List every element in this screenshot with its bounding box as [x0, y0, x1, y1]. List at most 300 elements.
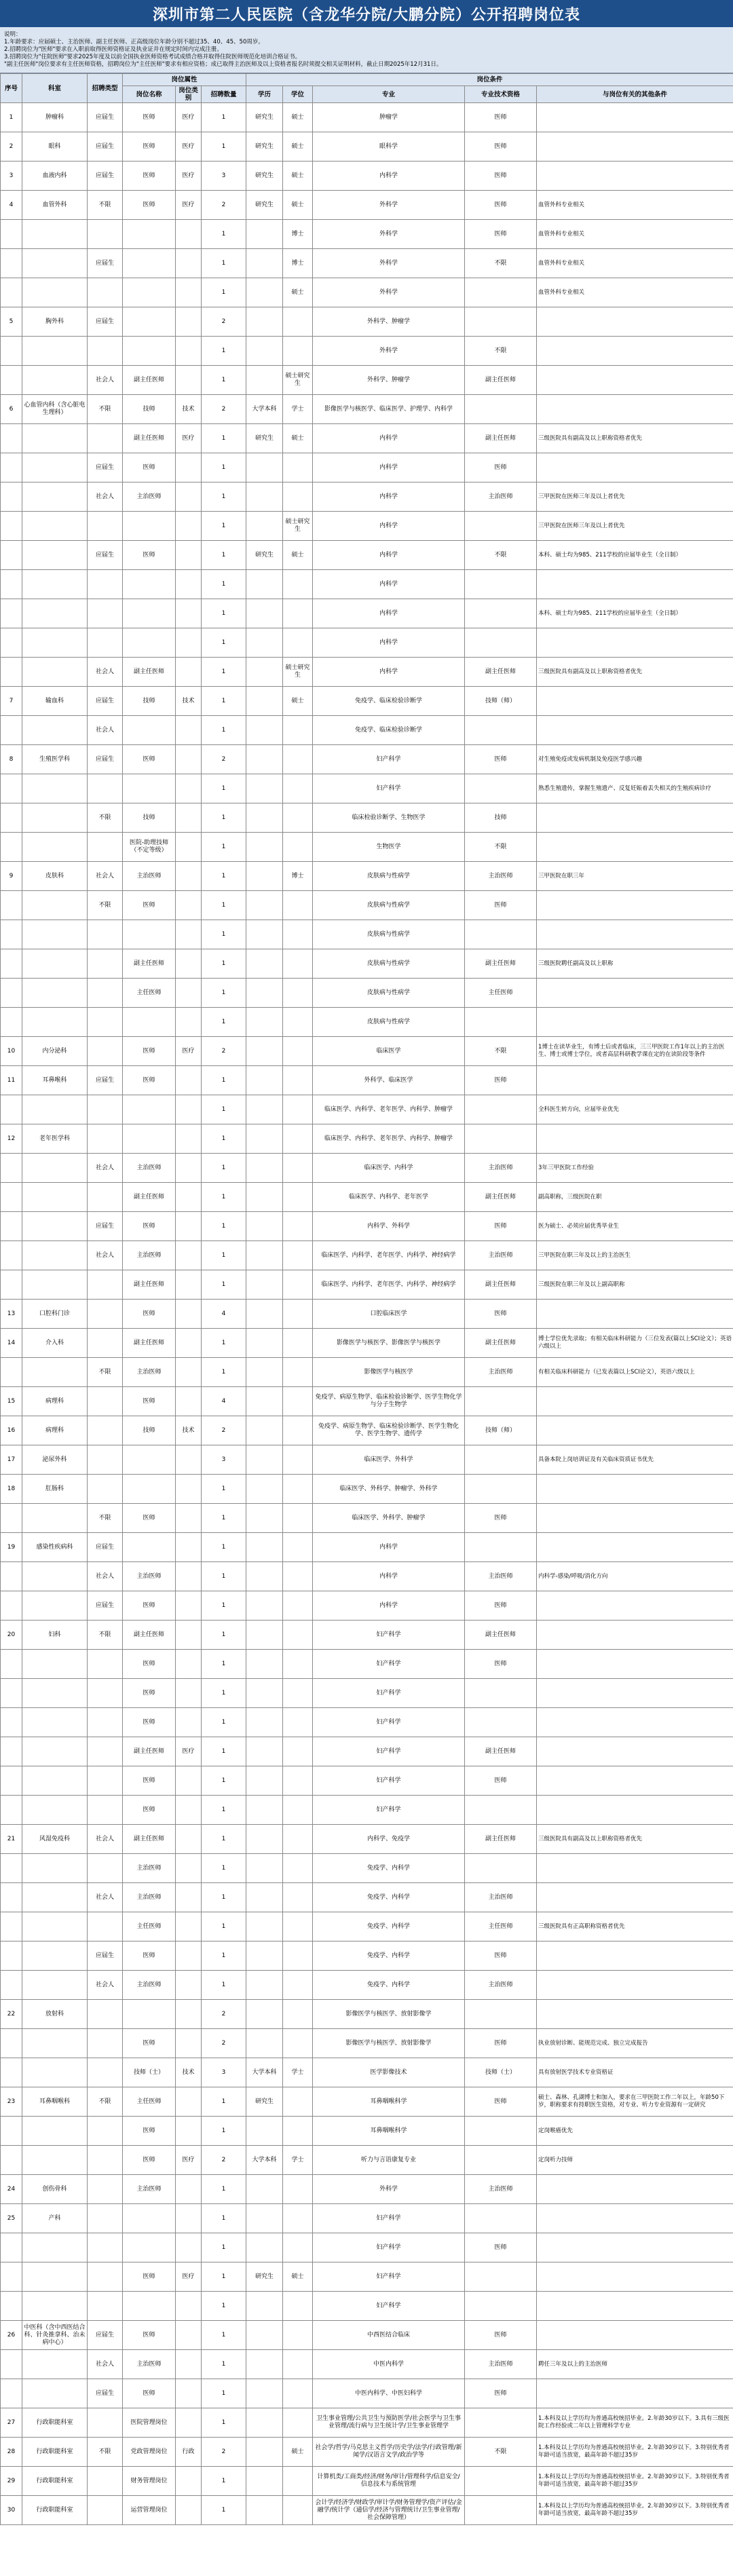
cell-mode — [88, 1300, 123, 1329]
cell-degree — [283, 1212, 313, 1241]
cell-mode: 应届生 — [88, 2321, 123, 2350]
cell-edu — [246, 1270, 283, 1300]
cell-count: 1 — [202, 2350, 246, 2379]
cell-qual: 技师 — [465, 803, 537, 833]
cell-qual: 医师 — [465, 1212, 537, 1241]
cell-post-cat — [176, 2292, 202, 2321]
cell-other: 1.本科及以上学历均为普通高校统招毕业。2.年龄30岁以下。3.特别优秀者年龄可适当放宽，最高年龄不超过35岁 — [537, 2496, 733, 2525]
table-row — [1, 191, 733, 220]
cell-degree — [283, 2175, 313, 2204]
cell-dept — [22, 920, 88, 949]
cell-dept — [22, 249, 88, 278]
cell-seq — [1, 249, 22, 278]
cell-seq: 3 — [1, 162, 22, 191]
cell-edu — [246, 949, 283, 979]
table-row — [1, 2292, 733, 2321]
cell-dept: 口腔科门诊 — [22, 1300, 88, 1329]
cell-edu — [246, 1416, 283, 1445]
notes-line: 1.年龄要求：应届硕士、主治医师、副主任医师、正高级岗位年龄分别不超过35、40、45、50周岁。 — [4, 39, 264, 45]
cell-other — [537, 2262, 733, 2292]
cell-qual: 医师 — [465, 2233, 537, 2262]
cell-qual: 不限 — [465, 2438, 537, 2467]
cell-qual: 技师（士） — [465, 2058, 537, 2087]
cell-major: 听力与言语康复专业 — [313, 2146, 465, 2175]
cell-post-cat — [176, 1066, 202, 1095]
cell-post-name — [123, 1533, 176, 1562]
cell-seq: 6 — [1, 395, 22, 424]
cell-dept — [22, 366, 88, 395]
cell-major: 免疫学、内科学 — [313, 1912, 465, 1942]
cell-seq: 1 — [1, 103, 22, 132]
cell-post-cat — [176, 1650, 202, 1679]
cell-other: 具有放射医学技术专业资格证 — [537, 2058, 733, 2087]
cell-major: 内科学、外科学 — [313, 1212, 465, 1241]
table-row — [1, 716, 733, 745]
cell-dept — [22, 1095, 88, 1124]
cell-seq — [1, 2292, 22, 2321]
cell-post-name: 医师 — [123, 1679, 176, 1708]
cell-other — [537, 628, 733, 658]
cell-qual: 医师 — [465, 132, 537, 162]
cell-degree — [283, 1358, 313, 1387]
cell-post-cat: 技术 — [176, 2058, 202, 2087]
cell-qual: 医师 — [465, 1066, 537, 1095]
cell-edu — [246, 1066, 283, 1095]
cell-edu — [246, 1591, 283, 1621]
cell-post-name — [123, 1445, 176, 1475]
cell-dept: 创伤骨科 — [22, 2175, 88, 2204]
cell-edu — [246, 2408, 283, 2438]
cell-post-name: 副主任医师 — [123, 1825, 176, 1854]
cell-count: 1 — [202, 687, 246, 716]
cell-post-name: 医师 — [123, 1300, 176, 1329]
cell-post-name — [123, 249, 176, 278]
cell-post-cat — [176, 2496, 202, 2525]
cell-major: 中医内科学、中医妇科学 — [313, 2379, 465, 2408]
cell-degree: 硕士 — [283, 162, 313, 191]
cell-count: 1 — [202, 1883, 246, 1912]
cell-post-name: 医师 — [123, 891, 176, 920]
cell-major: 影像医学与核医学、放射影像学 — [313, 2029, 465, 2058]
table-row — [1, 1766, 733, 1796]
table-row — [1, 979, 733, 1008]
cell-post-name: 主治医师 — [123, 1241, 176, 1270]
cell-other — [537, 1796, 733, 1825]
cell-mode — [88, 1475, 123, 1504]
cell-post-cat — [176, 337, 202, 366]
cell-other: 1.本科及以上学历均为普通高校统招毕业。2.年龄30岁以下。3.特别优秀者年龄可适当放宽，最高年龄不超过35岁 — [537, 2438, 733, 2467]
cell-post-name: 医师 — [123, 1766, 176, 1796]
cell-major: 内科学 — [313, 658, 465, 687]
cell-post-name — [123, 512, 176, 541]
cell-qual: 主治医师 — [465, 2175, 537, 2204]
table-row — [1, 1883, 733, 1912]
cell-degree — [283, 979, 313, 1008]
cell-post-cat — [176, 2000, 202, 2029]
cell-major: 临床医学、内科学、老年医学、内科学、肿瘤学 — [313, 1124, 465, 1154]
cell-post-name: 医师 — [123, 453, 176, 482]
cell-post-name: 主治医师 — [123, 1883, 176, 1912]
cell-count: 1 — [202, 833, 246, 862]
cell-post-name: 主治医师 — [123, 482, 176, 512]
cell-other — [537, 1387, 733, 1416]
cell-degree: 学士 — [283, 395, 313, 424]
cell-post-name — [123, 1008, 176, 1037]
cell-edu — [246, 1883, 283, 1912]
cell-mode — [88, 628, 123, 658]
cell-mode: 社会人 — [88, 1883, 123, 1912]
cell-other — [537, 570, 733, 599]
cell-major: 免疫学、内科学 — [313, 1854, 465, 1883]
cell-count: 1 — [202, 1942, 246, 1971]
cell-other — [537, 1942, 733, 1971]
cell-other — [537, 2204, 733, 2233]
cell-count: 1 — [202, 891, 246, 920]
cell-seq — [1, 599, 22, 628]
table-header — [1, 74, 733, 103]
cell-major: 内科学 — [313, 424, 465, 453]
cell-post-cat — [176, 1708, 202, 1737]
cell-seq — [1, 2029, 22, 2058]
cell-post-name — [123, 2000, 176, 2029]
cell-degree — [283, 1124, 313, 1154]
cell-post-cat: 医疗 — [176, 162, 202, 191]
cell-degree: 博士 — [283, 249, 313, 278]
cell-post-name: 医师 — [123, 103, 176, 132]
cell-post-cat — [176, 1796, 202, 1825]
cell-qual: 副主任医师 — [465, 658, 537, 687]
cell-seq — [1, 2146, 22, 2175]
table-row — [1, 2175, 733, 2204]
cell-degree — [283, 1883, 313, 1912]
cell-other: 1博士在读毕业生，有博士后或者临床，三三甲医院工作1年以上的主治医生、博士或博士学位，或者高层科研教学课在定的在读阶段等条件 — [537, 1037, 733, 1066]
cell-post-cat — [176, 2204, 202, 2233]
cell-post-name: 副主任医师 — [123, 1183, 176, 1212]
cell-major: 医学影像技术 — [313, 2058, 465, 2087]
cell-degree — [283, 1562, 313, 1591]
cell-edu — [246, 2438, 283, 2467]
cell-qual — [465, 1387, 537, 1416]
cell-post-name: 主任医师 — [123, 2087, 176, 2117]
cell-post-cat — [176, 1124, 202, 1154]
cell-count: 3 — [202, 1445, 246, 1475]
cell-seq — [1, 570, 22, 599]
cell-seq: 17 — [1, 1445, 22, 1475]
cell-post-name: 技师 — [123, 1416, 176, 1445]
table-row — [1, 1591, 733, 1621]
cell-major: 临床医学、内科学、老年医学、内科学、肿瘤学 — [313, 1095, 465, 1124]
cell-post-cat — [176, 774, 202, 803]
cell-seq: 8 — [1, 745, 22, 774]
cell-seq: 16 — [1, 1416, 22, 1445]
cell-count: 1 — [202, 1124, 246, 1154]
cell-count: 1 — [202, 1270, 246, 1300]
cell-qual: 不限 — [465, 249, 537, 278]
cell-seq — [1, 2233, 22, 2262]
table-row — [1, 658, 733, 687]
cell-other: 三甲医院在职三年 — [537, 862, 733, 891]
cell-other: 有相关临床科研能力（已发表篇以上SCI论文），英语六级以上 — [537, 1358, 733, 1387]
cell-qual — [465, 1708, 537, 1737]
cell-major: 皮肤病与性病学 — [313, 891, 465, 920]
cell-edu — [246, 1183, 283, 1212]
cell-other — [537, 453, 733, 482]
cell-mode — [88, 1737, 123, 1766]
cell-dept — [22, 337, 88, 366]
cell-mode — [88, 1095, 123, 1124]
cell-post-name — [123, 774, 176, 803]
cell-qual — [465, 512, 537, 541]
table-row — [1, 512, 733, 541]
table-row — [1, 1942, 733, 1971]
cell-major: 眼科学 — [313, 132, 465, 162]
cell-seq: 15 — [1, 1387, 22, 1416]
cell-dept — [22, 1562, 88, 1591]
table-row — [1, 395, 733, 424]
cell-count: 1 — [202, 1066, 246, 1095]
cell-other — [537, 395, 733, 424]
cell-mode — [88, 2204, 123, 2233]
cell-post-cat — [176, 1883, 202, 1912]
cell-dept — [22, 541, 88, 570]
cell-post-name — [123, 628, 176, 658]
cell-mode: 应届生 — [88, 162, 123, 191]
cell-post-name — [123, 307, 176, 337]
cell-post-cat — [176, 745, 202, 774]
cell-edu — [246, 1445, 283, 1475]
cell-degree — [283, 453, 313, 482]
cell-qual: 医师 — [465, 1650, 537, 1679]
cell-other — [537, 103, 733, 132]
header-dept: 科室 — [22, 74, 88, 103]
cell-qual: 副主任医师 — [465, 949, 537, 979]
cell-mode — [88, 2029, 123, 2058]
cell-other: 具备本院上岗培训证及有关临床资质证书优先 — [537, 1445, 733, 1475]
cell-qual — [465, 1796, 537, 1825]
cell-post-name — [123, 920, 176, 949]
cell-other: 副高职称，三级医院在职 — [537, 1183, 733, 1212]
cell-seq: 26 — [1, 2321, 22, 2350]
cell-degree — [283, 2379, 313, 2408]
cell-seq — [1, 1504, 22, 1533]
cell-other — [537, 1650, 733, 1679]
cell-seq — [1, 949, 22, 979]
cell-post-cat — [176, 1008, 202, 1037]
cell-dept: 生殖医学科 — [22, 745, 88, 774]
cell-seq: 12 — [1, 1124, 22, 1154]
table-row — [1, 1387, 733, 1416]
cell-qual — [465, 1445, 537, 1475]
cell-count: 1 — [202, 453, 246, 482]
cell-edu — [246, 745, 283, 774]
cell-major: 临床医学、内科学、老年医学、内科学、神经病学 — [313, 1270, 465, 1300]
cell-degree — [283, 745, 313, 774]
cell-seq: 7 — [1, 687, 22, 716]
cell-post-cat — [176, 1504, 202, 1533]
cell-edu — [246, 1475, 283, 1504]
cell-mode — [88, 1387, 123, 1416]
cell-seq: 20 — [1, 1621, 22, 1650]
cell-edu — [246, 2204, 283, 2233]
cell-count: 1 — [202, 103, 246, 132]
cell-dept: 耳鼻咽喉科 — [22, 2087, 88, 2117]
cell-mode — [88, 1124, 123, 1154]
cell-seq — [1, 453, 22, 482]
cell-mode: 不限 — [88, 191, 123, 220]
cell-mode — [88, 2408, 123, 2438]
cell-major: 妇产科学 — [313, 1650, 465, 1679]
cell-major: 内科学 — [313, 512, 465, 541]
cell-qual — [465, 1475, 537, 1504]
table-row — [1, 628, 733, 658]
cell-qual: 医师 — [465, 891, 537, 920]
cell-post-name: 医师 — [123, 1212, 176, 1241]
cell-major: 内科学 — [313, 453, 465, 482]
cell-dept — [22, 453, 88, 482]
cell-dept — [22, 599, 88, 628]
cell-count: 1 — [202, 1766, 246, 1796]
cell-post-name: 技师 — [123, 803, 176, 833]
cell-dept: 老年医学科 — [22, 1124, 88, 1154]
cell-edu — [246, 979, 283, 1008]
cell-edu — [246, 803, 283, 833]
cell-post-cat — [176, 716, 202, 745]
cell-seq — [1, 1679, 22, 1708]
cell-seq — [1, 658, 22, 687]
cell-major: 外科学、肿瘤学 — [313, 366, 465, 395]
cell-dept — [22, 1854, 88, 1883]
cell-seq: 2 — [1, 132, 22, 162]
cell-dept — [22, 512, 88, 541]
cell-qual — [465, 2146, 537, 2175]
cell-seq — [1, 278, 22, 307]
table-row — [1, 2467, 733, 2496]
cell-edu — [246, 2000, 283, 2029]
cell-post-cat — [176, 1154, 202, 1183]
cell-degree — [283, 1796, 313, 1825]
cell-seq: 10 — [1, 1037, 22, 1066]
cell-degree — [283, 803, 313, 833]
cell-post-name: 医师 — [123, 162, 176, 191]
cell-qual: 医师 — [465, 1591, 537, 1621]
cell-degree — [283, 1825, 313, 1854]
cell-major: 耳鼻咽喉科学 — [313, 2087, 465, 2117]
table-body — [1, 103, 733, 2525]
table-row — [1, 2321, 733, 2350]
cell-post-name: 运营管理岗位 — [123, 2496, 176, 2525]
cell-post-cat — [176, 541, 202, 570]
cell-edu — [246, 1329, 283, 1358]
header-seq: 序号 — [1, 74, 22, 103]
cell-edu — [246, 1796, 283, 1825]
cell-other — [537, 1066, 733, 1095]
cell-seq — [1, 1883, 22, 1912]
cell-other: 三级医院具有副高及以上职称资格者优先 — [537, 658, 733, 687]
cell-post-cat — [176, 1591, 202, 1621]
cell-edu — [246, 1942, 283, 1971]
cell-post-cat: 技术 — [176, 395, 202, 424]
cell-other — [537, 1971, 733, 2000]
cell-post-name: 副主任医师 — [123, 424, 176, 453]
cell-mode: 应届生 — [88, 103, 123, 132]
cell-edu — [246, 2379, 283, 2408]
cell-count: 1 — [202, 570, 246, 599]
cell-qual — [465, 2496, 537, 2525]
cell-dept — [22, 2058, 88, 2087]
cell-count: 1 — [202, 2204, 246, 2233]
cell-edu — [246, 1825, 283, 1854]
cell-dept — [22, 628, 88, 658]
cell-post-name: 医师 — [123, 1037, 176, 1066]
table-row — [1, 687, 733, 716]
table-row — [1, 1124, 733, 1154]
table-row — [1, 599, 733, 628]
cell-mode — [88, 1650, 123, 1679]
cell-post-cat — [176, 2408, 202, 2438]
cell-qual — [465, 1679, 537, 1708]
recruitment-table — [0, 73, 733, 2525]
cell-dept — [22, 570, 88, 599]
cell-post-cat — [176, 658, 202, 687]
cell-post-cat — [176, 1300, 202, 1329]
cell-post-name — [123, 1475, 176, 1504]
cell-major: 妇产科学 — [313, 774, 465, 803]
cell-edu — [246, 1300, 283, 1329]
cell-seq — [1, 1796, 22, 1825]
cell-seq: 29 — [1, 2467, 22, 2496]
cell-mode — [88, 2496, 123, 2525]
cell-degree — [283, 1650, 313, 1679]
cell-edu: 大学本科 — [246, 2058, 283, 2087]
cell-post-cat — [176, 1095, 202, 1124]
cell-seq — [1, 1154, 22, 1183]
cell-count: 1 — [202, 1475, 246, 1504]
table-row — [1, 1825, 733, 1854]
cell-major: 外科学 — [313, 220, 465, 249]
cell-post-name: 党政管理岗位 — [123, 2438, 176, 2467]
cell-seq: 4 — [1, 191, 22, 220]
cell-post-cat — [176, 1971, 202, 2000]
cell-dept — [22, 1183, 88, 1212]
cell-post-cat — [176, 1621, 202, 1650]
table-row — [1, 1212, 733, 1241]
cell-edu — [246, 2321, 283, 2350]
cell-post-name: 主治医师 — [123, 2350, 176, 2379]
cell-other: 博士学位优先录取；有相关临床科研能力（三位发表(篇以上SCI论文）；英语六级以上 — [537, 1329, 733, 1358]
table-row — [1, 2379, 733, 2408]
table-row — [1, 1037, 733, 1066]
cell-major: 妇产科学 — [313, 1621, 465, 1650]
cell-edu — [246, 599, 283, 628]
cell-seq — [1, 220, 22, 249]
cell-dept: 放射科 — [22, 2000, 88, 2029]
cell-qual: 主任医师 — [465, 1912, 537, 1942]
cell-post-name: 医院-助理技师（不定等级） — [123, 833, 176, 862]
cell-mode — [88, 2146, 123, 2175]
cell-degree — [283, 1591, 313, 1621]
cell-count: 1 — [202, 1912, 246, 1942]
cell-major: 外科学、肿瘤学 — [313, 307, 465, 337]
cell-mode: 社会人 — [88, 1154, 123, 1183]
cell-seq: 22 — [1, 2000, 22, 2029]
cell-seq — [1, 920, 22, 949]
cell-dept — [22, 2292, 88, 2321]
cell-degree — [283, 599, 313, 628]
cell-dept — [22, 1883, 88, 1912]
cell-post-name: 主治医师 — [123, 1971, 176, 2000]
cell-mode: 不限 — [88, 2438, 123, 2467]
cell-major: 口腔临床医学 — [313, 1300, 465, 1329]
